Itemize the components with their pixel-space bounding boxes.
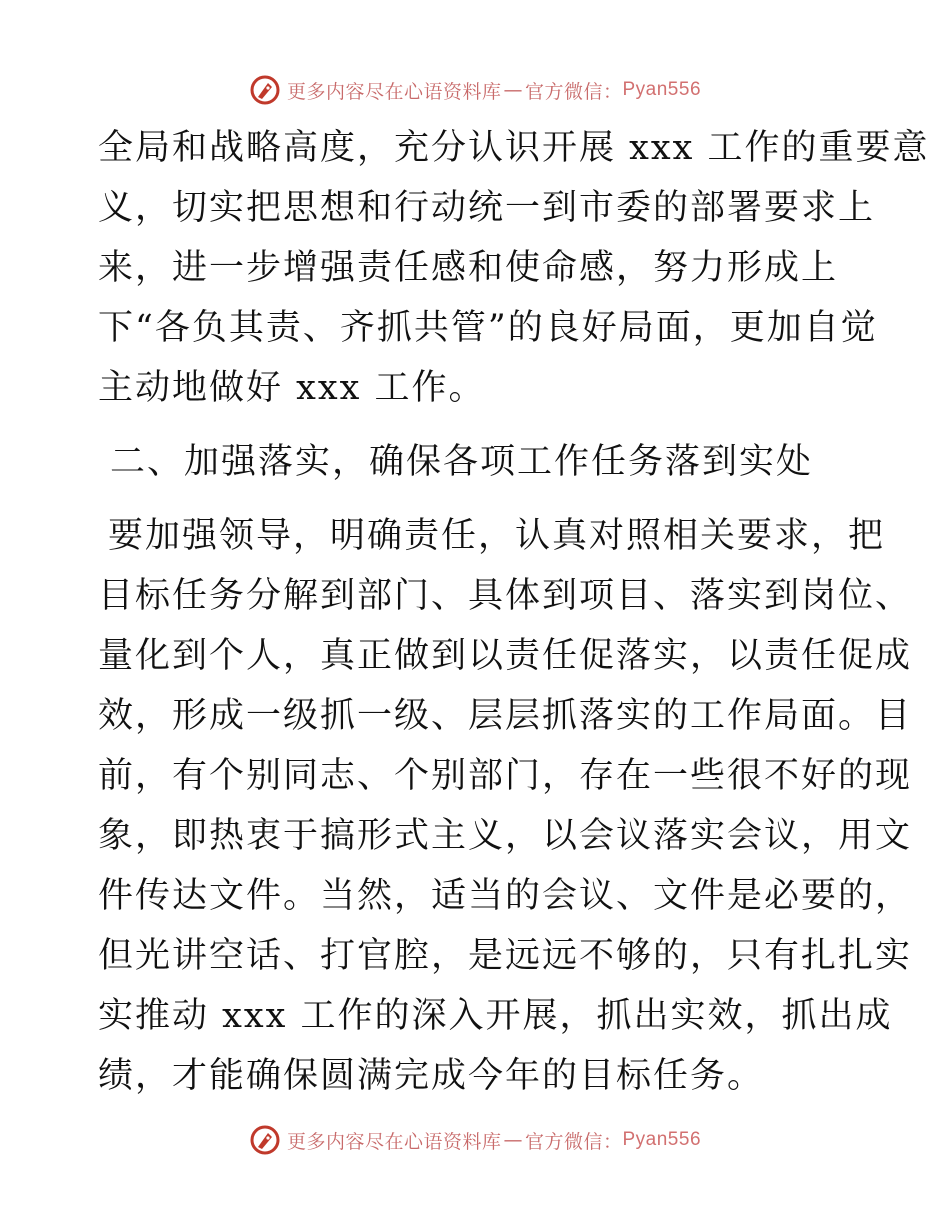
text-line: 下“各负其责、齐抓共管”的良好局面，更加自觉	[98, 308, 878, 348]
header-banner	[0, 70, 950, 110]
paragraph-1	[98, 118, 930, 418]
text-line: 效，形成一级抓一级、层层抓落实的工作局面。目	[98, 696, 913, 736]
pen-nib-logo-icon	[249, 74, 281, 106]
text-line: 主动地做好 xxx 工作。	[98, 368, 486, 408]
header-contact-handle: Pyan556	[622, 79, 702, 100]
text-line: 象，即热衷于搞形式主义，以会议落实会议，用文	[98, 816, 913, 856]
footer-site-text: 更多内容尽在心语资料库	[286, 1130, 502, 1153]
text-line: 量化到个人，真正做到以责任促落实，以责任促成	[98, 636, 913, 676]
header-contact-label: 官方微信：	[524, 80, 623, 103]
footer-separator: —	[503, 1129, 523, 1151]
document-body	[98, 118, 930, 1106]
text-line: 义，切实把思想和行动统一到市委的部署要求上	[98, 188, 876, 228]
header-site-text: 更多内容尽在心语资料库	[286, 80, 502, 103]
text-line: 全局和战略高度，充分认识开展 xxx 工作的重要意	[98, 128, 930, 168]
header-separator: —	[503, 79, 523, 101]
footer-banner	[0, 1120, 950, 1160]
section-heading: 二、加强落实，确保各项工作任务落到实处	[110, 442, 814, 482]
text-line: 要加强领导，明确责任，认真对照相关要求，把	[108, 516, 886, 556]
text-line: 目标任务分解到部门、具体到项目、落实到岗位、	[98, 576, 913, 616]
footer-contact-handle: Pyan556	[622, 1129, 702, 1150]
text-line: 来，进一步增强责任感和使命感，努力形成上	[98, 248, 839, 288]
footer-contact-label: 官方微信：	[524, 1130, 623, 1153]
text-line: 实推动 xxx 工作的深入开展，抓出实效，抓出成	[98, 996, 893, 1036]
text-line: 但光讲空话、打官腔，是远远不够的，只有扎扎实	[98, 936, 913, 976]
paragraph-2	[98, 506, 913, 1106]
text-line: 绩，才能确保圆满完成今年的目标任务。	[98, 1056, 765, 1096]
text-line: 前，有个别同志、个别部门，存在一些很不好的现	[98, 756, 913, 796]
pen-nib-logo-icon	[249, 1124, 281, 1156]
text-line: 件传达文件。当然，适当的会议、文件是必要的，	[98, 876, 913, 916]
